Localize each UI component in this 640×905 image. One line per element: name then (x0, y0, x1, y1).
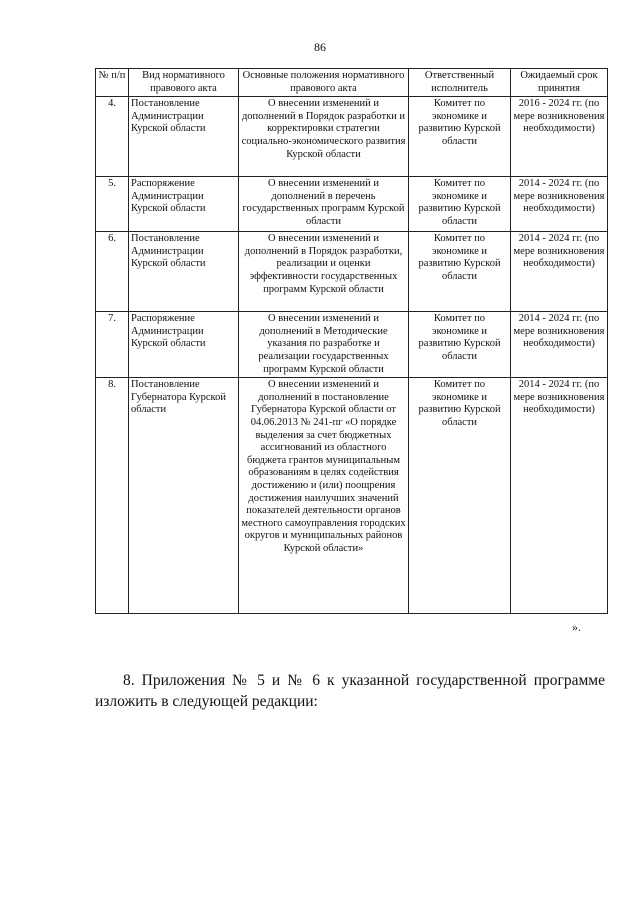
act-provisions: О внесении изменений и дополнений в Порядок разработки и корректировки стратегии социально-экономического развития Курской области (239, 97, 409, 177)
act-term: 2014 - 2024 гг. (по мере возникновения необходимости) (511, 177, 608, 232)
row-number: 6. (96, 232, 129, 312)
act-provisions: О внесении изменений и дополнений в Методические указания по разработке и реализации государственных программ Курской области (239, 312, 409, 378)
table-row (96, 378, 608, 614)
row-number: 4. (96, 97, 129, 177)
header-provisions: Основные положения нормативного правового акта (239, 69, 409, 97)
act-term: 2014 - 2024 гг. (по мере возникновения необходимости) (511, 312, 608, 378)
table-header-row (96, 69, 608, 97)
row-number: 8. (96, 378, 129, 614)
act-executor: Комитет по экономике и развитию Курской области (409, 312, 511, 378)
header-term: Ожидаемый срок принятия (511, 69, 608, 97)
act-executor: Комитет по экономике и развитию Курской области (409, 177, 511, 232)
act-term: 2014 - 2024 гг. (по мере возникновения необходимости) (511, 378, 608, 614)
page-number: 86 (314, 40, 326, 54)
act-executor: Комитет по экономике и развитию Курской области (409, 232, 511, 312)
header-number: № п/п (96, 69, 129, 97)
header-act-type: Вид нормативного правового акта (129, 69, 239, 97)
act-executor: Комитет по экономике и развитию Курской области (409, 378, 511, 614)
act-type: Постановление Администрации Курской области (129, 97, 239, 177)
act-type: Распоряжение Администрации Курской области (129, 312, 239, 378)
table-row (96, 312, 608, 378)
table-row (96, 232, 608, 312)
normative-acts-table (95, 68, 608, 614)
header-executor: Ответственный исполнитель (409, 69, 511, 97)
act-provisions: О внесении изменений и дополнений в Порядок разработки, реализации и оценки эффективности государственных программ Курской области (239, 232, 409, 312)
act-executor: Комитет по экономике и развитию Курской области (409, 97, 511, 177)
row-number: 5. (96, 177, 129, 232)
act-provisions: О внесении изменений и дополнений в постановление Губернатора Курской области от 04.06.2013 № 241-пг «О порядке выделения за счет бюджетных ассигнований из областного бюджета грантов муниципальным образованиям в целях содействия достижению и (или) поощрения достижения наилучших значений показателей деятельности органов местного самоуправления городских округов и муниципальных районов Курской области» (239, 378, 409, 614)
act-type: Постановление Губернатора Курской области (129, 378, 239, 614)
act-term: 2014 - 2024 гг. (по мере возникновения необходимости) (511, 232, 608, 312)
amendment-paragraph: 8. Приложения № 5 и № 6 к указанной государственной программе изложить в следующей редакции: (95, 672, 605, 710)
act-term: 2016 - 2024 гг. (по мере возникновения необходимости) (511, 97, 608, 177)
closing-quote: ». (572, 620, 581, 634)
act-provisions: О внесении изменений и дополнений в перечень государственных программ Курской области (239, 177, 409, 232)
table-row (96, 177, 608, 232)
row-number: 7. (96, 312, 129, 378)
act-type: Постановление Администрации Курской области (129, 232, 239, 312)
table-row (96, 97, 608, 177)
act-type: Распоряжение Администрации Курской области (129, 177, 239, 232)
